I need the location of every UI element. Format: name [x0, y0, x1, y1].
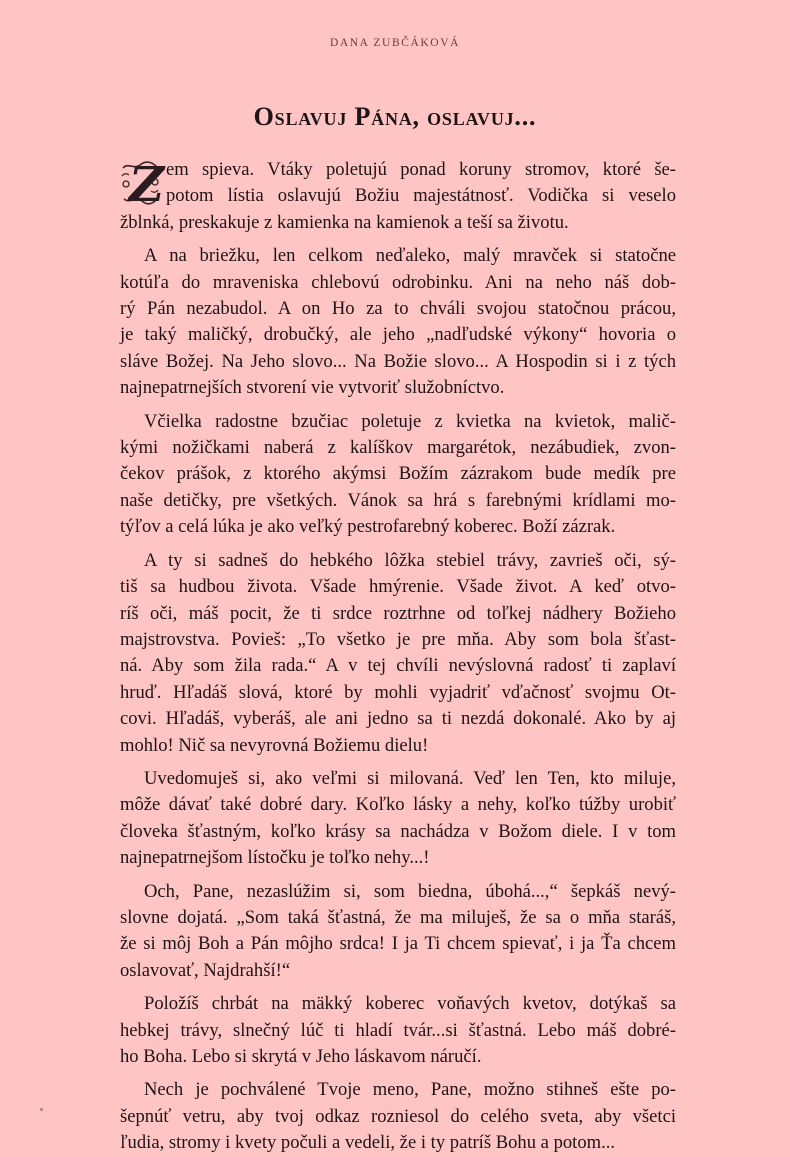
text-line: že si môj Boh a Pán môjho srdca! I ja Ti chcem spievať, i ja Ťa chcem	[120, 933, 676, 955]
paragraph	[120, 991, 676, 1070]
paragraph-gap	[120, 1070, 676, 1077]
text-line: potom lístia oslavujú Božiu majestátnosť. Vodička si veselo	[166, 185, 676, 207]
text-line: ríš oči, máš pocit, že ti srdce roztrhne od toľkej nádhery Božieho	[120, 602, 676, 624]
text-line: oslavovať, Najdrahší!“	[120, 959, 291, 981]
text-line: rý Pán nezabudol. A on Ho za to chváli svojou statočnou prácou,	[120, 298, 676, 320]
article-body	[120, 157, 676, 1157]
text-line: šepnúť vetru, aby tvoj odkaz rozniesol do celého sveta, aby všetci	[120, 1105, 676, 1127]
text-line: kými nožičkami naberá z kalíškov margarétok, nezábudiek, zvon-	[120, 437, 676, 459]
text-line: slovne dojatá. „Som taká šťastná, že ma miluješ, že sa o mňa staráš,	[120, 906, 676, 928]
text-line: covi. Hľadáš, vyberáš, ale ani jedno sa ti nezdá dokonalé. Ako by aj	[120, 708, 676, 730]
text-line: týľov a celá lúka je ako veľký pestrofarebný koberec. Boží zázrak.	[120, 516, 616, 538]
paragraph-gap	[120, 984, 676, 991]
text-line: Položíš chrbát na mäkký koberec voňavých kvetov, dotýkaš sa	[144, 993, 676, 1015]
text-line: ná. Aby som žila rada.“ A v tej chvíli nevýslovná radosť ti zaplaví	[120, 655, 676, 677]
paragraph	[120, 766, 676, 872]
paragraph	[120, 157, 676, 236]
text-line: tiš sa hudbou života. Všade hmýrenie. Všade život. A keď otvo-	[120, 576, 676, 598]
text-line: naše detičky, pre všetkých. Vánok sa hrá s farebnými krídlami mo-	[120, 489, 676, 511]
paragraph	[120, 243, 676, 401]
text-line: žblnká, preskakuje z kamienka na kamienok a teší sa životu.	[120, 211, 569, 233]
paragraph-gap	[120, 872, 676, 879]
paragraph-gap	[120, 236, 676, 243]
text-line: A ty si sadneš do hebkého lôžka stebiel trávy, zavrieš oči, sý-	[144, 549, 676, 571]
paragraph	[120, 548, 676, 759]
text-line: najnepatrnejších stvorení vie vytvoriť služobníctvo.	[120, 377, 505, 399]
text-line: Včielka radostne bzučiac poletuje z kvietka na kvietok, malič-	[144, 410, 676, 432]
text-line: čekov prášok, z ktorého akýmsi Božím zázrakom bude medík pre	[120, 463, 676, 485]
text-line: majstrovstva. Povieš: „To všetko je pre mňa. Aby som bola šťast-	[120, 628, 676, 650]
text-line: kotúľa do mraveniska chlebovú odrobinku. Ani na neho náš dob-	[120, 271, 676, 293]
text-line: ho Boha. Lebo si skrytá v Jeho láskavom náručí.	[120, 1046, 482, 1067]
paragraph-gap	[120, 541, 676, 548]
text-line: Uvedomuješ si, ako veľmi si milovaná. Veď len Ten, kto miluje,	[144, 767, 676, 789]
paragraph-gap	[120, 402, 676, 409]
dropcap-letter: Z	[129, 157, 165, 213]
article-title: Oslavuj Pána, oslavuj...	[253, 102, 537, 131]
page-corner-mark	[40, 1108, 43, 1111]
paragraph	[120, 1077, 676, 1156]
running-header-author: DANA ZUBČÁKOVÁ	[329, 37, 461, 49]
text-line: ľudia, stromy i kvety počuli a vedeli, že i ty patríš Bohu a potom...	[120, 1132, 616, 1154]
text-line: Nech je pochválené Tvoje meno, Pane, možno stihneš ešte po-	[144, 1079, 676, 1101]
paragraph-gap	[120, 759, 676, 766]
text-line: sláve Božej. Na Jeho slovo... Na Božie slovo... A Hospodin si i z tých	[120, 350, 676, 372]
text-line: najnepatrnejšom lístočku je toľko nehy...!	[120, 847, 430, 869]
text-line: mohlo! Nič sa nevyrovná Božiemu dielu!	[120, 734, 429, 756]
text-line: hruď. Hľadáš slová, ktoré by mohli vyjadriť vďačnosť svojmu Ot-	[120, 681, 676, 703]
text-line: je taký maličký, drobučký, ale jeho „nadľudské výkony“ hovoria o	[120, 324, 676, 346]
paragraph	[120, 879, 676, 985]
text-line: hebkej trávy, slnečný lúč ti hladí tvár...si šťastná. Lebo máš dobré-	[120, 1019, 676, 1041]
dropcap	[120, 157, 165, 213]
text-line: em spieva. Vtáky poletujú ponad koruny stromov, ktoré še-	[166, 159, 676, 180]
text-line: Och, Pane, nezaslúžim si, som biedna, úbohá...,“ šepkáš nevý-	[144, 880, 676, 902]
text-line: môže dávať také dobré dary. Koľko lásky a nehy, koľko túžby urobiť	[120, 794, 676, 816]
text-line: človeka šťastným, koľko krásy sa nachádza v Božom diele. I v tom	[120, 820, 676, 842]
text-line: A na briežku, len celkom neďaleko, malý mravček si statočne	[144, 245, 676, 267]
paragraph	[120, 409, 676, 541]
